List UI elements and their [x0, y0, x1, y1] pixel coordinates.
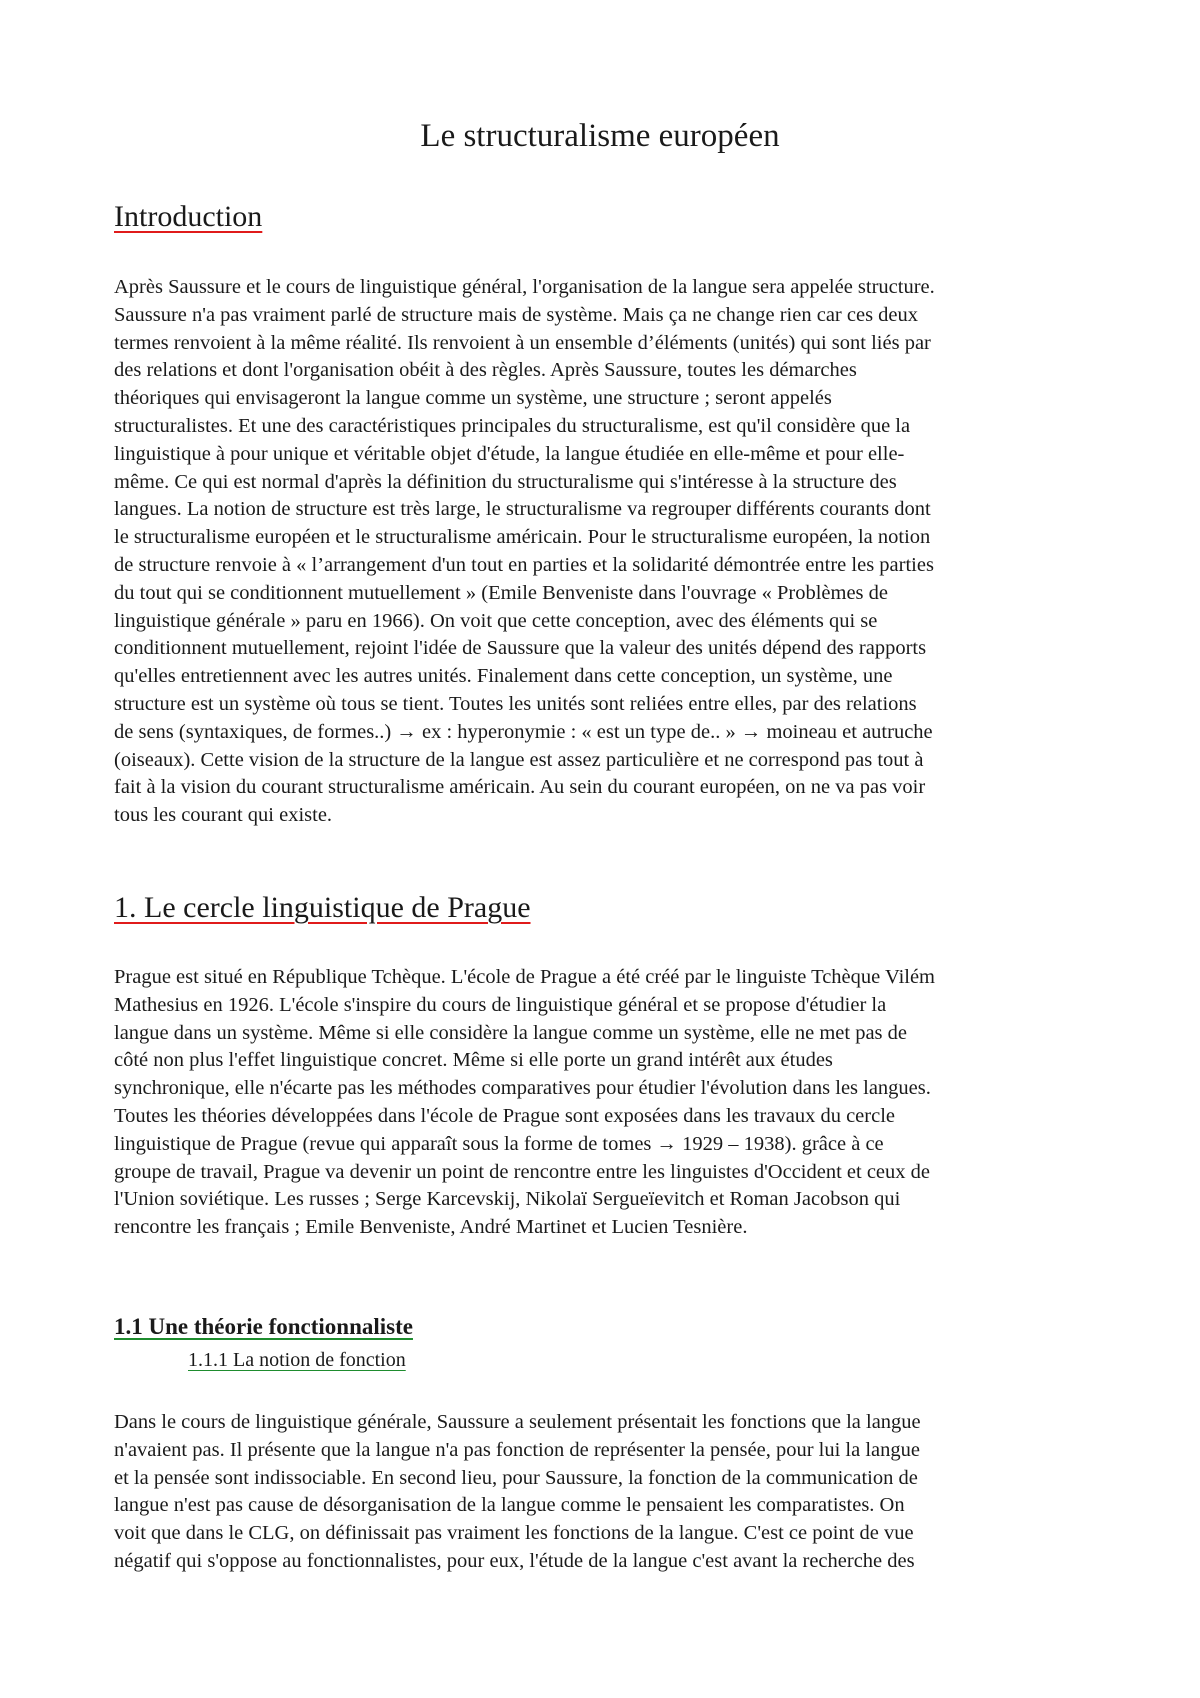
paragraph-line: structure est un système où tous se tient. Toutes les unités sont reliées entre elles, par des relations [114, 692, 917, 715]
paragraph-line: linguistique générale » paru en 1966). On voit que cette conception, avec des éléments qui se [114, 609, 878, 632]
paragraph-line: synchronique, elle n'écarte pas les méthodes comparatives pour étudier l'évolution dans les langues. [114, 1077, 931, 1100]
introduction-paragraph [114, 274, 1094, 830]
prague-paragraph [114, 964, 1094, 1242]
paragraph-line: Prague est situé en République Tchèque. L'école de Prague a été créé par le linguiste Tchèque Vilém [114, 966, 936, 988]
paragraph-line: langues. La notion de structure est très large, le structuralisme va regrouper différents courants dont [114, 498, 931, 521]
paragraph-line: du tout qui se conditionnent mutuellement » (Emile Benveniste dans l'ouvrage « Problèmes de [114, 581, 888, 604]
paragraph-line: Toutes les théories développées dans l'école de Prague sont exposées dans les travaux du cercle [114, 1104, 895, 1127]
paragraph-line: termes renvoient à la même réalité. Ils renvoient à un ensemble d’éléments (unités) qui sont liés par [114, 331, 931, 354]
subsubsection-heading-fonction: 1.1.1 La notion de fonction [188, 1349, 406, 1371]
paragraph-line: voit que dans le CLG, on définissait pas vraiment les fonctions de la langue. C'est ce point de vue [114, 1522, 914, 1545]
paragraph-line: le structuralisme européen et le structuralisme américain. Pour le structuralisme européen, la notion [114, 526, 931, 549]
paragraph-line: Saussure n'a pas vraiment parlé de structure mais de système. Mais ça ne change rien car ces deux [114, 303, 919, 326]
subsection-heading-fonctionnaliste: 1.1 Une théorie fonctionnaliste [114, 1314, 413, 1339]
paragraph-line: théoriques qui envisageront la langue comme un système, une structure ; seront appelés [114, 387, 832, 410]
paragraph-line: conditionnent mutuellement, rejoint l'idée de Saussure que la valeur des unités dépend des rapports [114, 637, 927, 660]
paragraph-line: (oiseaux). Cette vision de la structure de la langue est assez particulière et ne correspond pas tout à [114, 748, 924, 771]
paragraph-line: groupe de travail, Prague va devenir un point de rencontre entre les linguistes d'Occident et ceux de [114, 1160, 930, 1183]
paragraph-line: des relations et dont l'organisation obéit à des règles. Après Saussure, toutes les démarches [114, 359, 857, 382]
paragraph-line: n'avaient pas. Il présente que la langue n'a pas fonction de représenter la pensée, pour lui la langue [114, 1438, 920, 1461]
paragraph-line: côté non plus l'effet linguistique concret. Même si elle porte un grand intérêt aux études [114, 1049, 833, 1072]
paragraph-line: tous les courant qui existe. [114, 804, 333, 827]
paragraph-line: Dans le cours de linguistique générale, Saussure a seulement présentait les fonctions que la langue [114, 1411, 921, 1433]
section-heading-introduction: Introduction [114, 200, 263, 233]
paragraph-line: négatif qui s'oppose au fonctionnalistes, pour eux, l'étude de la langue c'est avant la recherche des [114, 1549, 915, 1572]
paragraph-line: langue n'est pas cause de désorganisation de la langue comme le pensaient les comparatistes. On [114, 1494, 905, 1517]
paragraph-line: Après Saussure et le cours de linguistique général, l'organisation de la langue sera appelée structure. [114, 276, 935, 298]
paragraph-line: linguistique de Prague (revue qui apparaît sous la forme de tomes → 1929 – 1938). grâce à ce [114, 1132, 884, 1155]
paragraph-line: et la pensée sont indissociable. En second lieu, pour Saussure, la fonction de la communication de [114, 1466, 918, 1489]
paragraph-line: langue dans un système. Même si elle considère la langue comme un système, elle ne met pas de [114, 1021, 907, 1044]
paragraph-line: Mathesius en 1926. L'école s'inspire du cours de linguistique général et se propose d'étudier la [114, 993, 887, 1016]
paragraph-line: l'Union soviétique. Les russes ; Serge Karcevskij, Nikolaï Sergueïevitch et Roman Jacobson qui [114, 1188, 901, 1211]
paragraph-line: structuralistes. Et une des caractéristiques principales du structuralisme, est qu'il considère que la [114, 414, 911, 437]
document-title: Le structuralisme européen [420, 118, 780, 154]
paragraph-line: même. Ce qui est normal d'après la définition du structuralisme qui s'intéresse à la structure des [114, 470, 897, 493]
fonction-paragraph [114, 1409, 1094, 1576]
paragraph-line: de structure renvoie à « l’arrangement d'un tout en parties et la solidarité démontrée entre les parties [114, 553, 934, 576]
section-heading-prague: 1. Le cercle linguistique de Prague [114, 891, 531, 924]
paragraph-line: rencontre les français ; Emile Benveniste, André Martinet et Lucien Tesnière. [114, 1216, 748, 1239]
paragraph-line: de sens (syntaxiques, de formes..) → ex : hyperonymie : « est un type de.. » → moineau et autruche [114, 720, 933, 743]
paragraph-line: linguistique à pour unique et véritable objet d'étude, la langue étudiée en elle-même et pour elle- [114, 442, 905, 465]
paragraph-line: fait à la vision du courant structuralisme américain. Au sein du courant européen, on ne va pas voir [114, 776, 926, 799]
paragraph-line: qu'elles entretiennent avec les autres unités. Finalement dans cette conception, un système, une [114, 665, 893, 688]
